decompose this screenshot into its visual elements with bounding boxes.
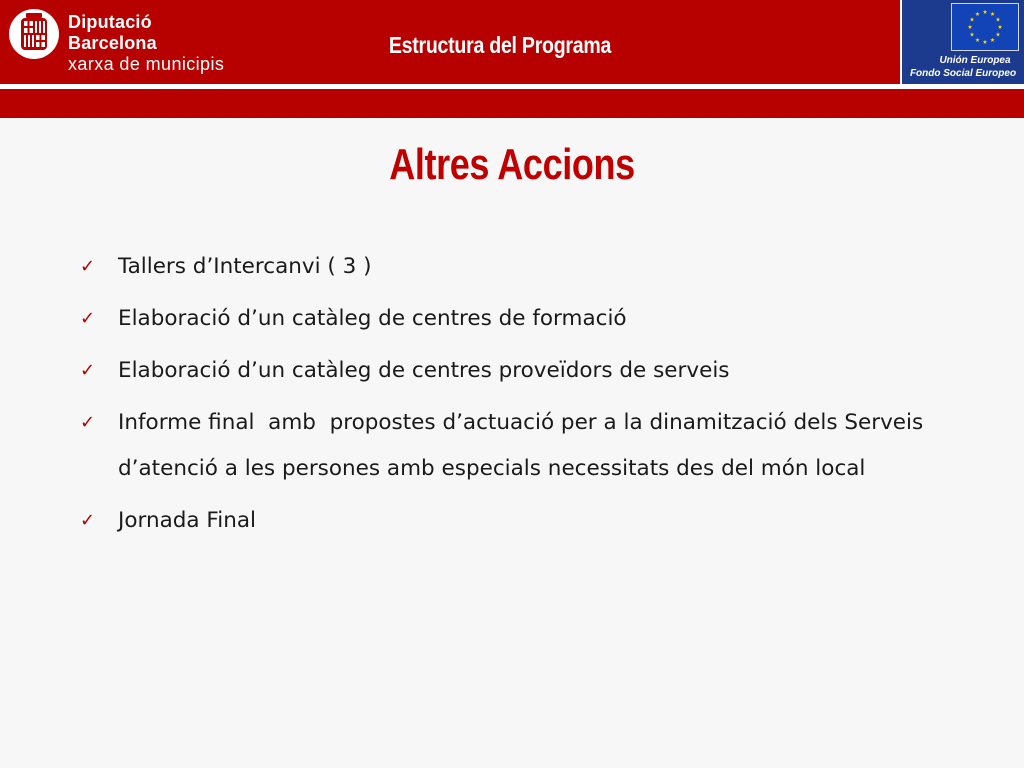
- check-icon: ✓: [80, 510, 96, 531]
- slide-title: Altres Accions: [389, 140, 635, 189]
- bullet-text: Elaboració d’un catàleg de centres de formació: [118, 306, 627, 331]
- logo-line-1: Diputació: [68, 12, 152, 32]
- logo-line-2: Barcelona: [68, 33, 157, 53]
- check-icon: ✓: [80, 256, 96, 277]
- diputacio-logo-text: [68, 12, 224, 75]
- bullet-text: Jornada Final: [118, 508, 256, 533]
- eu-logo: [900, 0, 1024, 84]
- bullet-text: Informe final amb propostes d’actuació per a la dinamització dels Serveis d’atenció a les persones amb especials necessitats des del món local: [118, 410, 931, 481]
- eu-label-2: Fondo Social Europeo: [909, 68, 1017, 79]
- check-icon: ✓: [80, 308, 96, 329]
- bullet-text: Tallers d’Intercanvi ( 3 ): [118, 254, 372, 279]
- check-icon: ✓: [80, 360, 96, 381]
- bullet-item: [76, 244, 1006, 290]
- bullet-item: [76, 348, 1006, 394]
- eu-label-1: Unión Europea: [939, 55, 1011, 66]
- check-icon: ✓: [80, 412, 96, 433]
- diputacio-seal-icon: [8, 8, 60, 60]
- logo-line-3: xarxa de municipis: [68, 54, 225, 74]
- bullet-text: Elaboració d’un catàleg de centres proveïdors de serveis: [118, 358, 730, 383]
- header-bar: [0, 0, 1024, 84]
- eu-flag-icon: [952, 4, 1018, 50]
- header-title: Estructura del Programa: [388, 32, 612, 58]
- bullet-item: [76, 400, 1006, 492]
- bullet-list: [76, 244, 1006, 550]
- bullet-item: [76, 296, 1006, 342]
- header-band: [0, 89, 1024, 118]
- bullet-item: [76, 498, 1006, 544]
